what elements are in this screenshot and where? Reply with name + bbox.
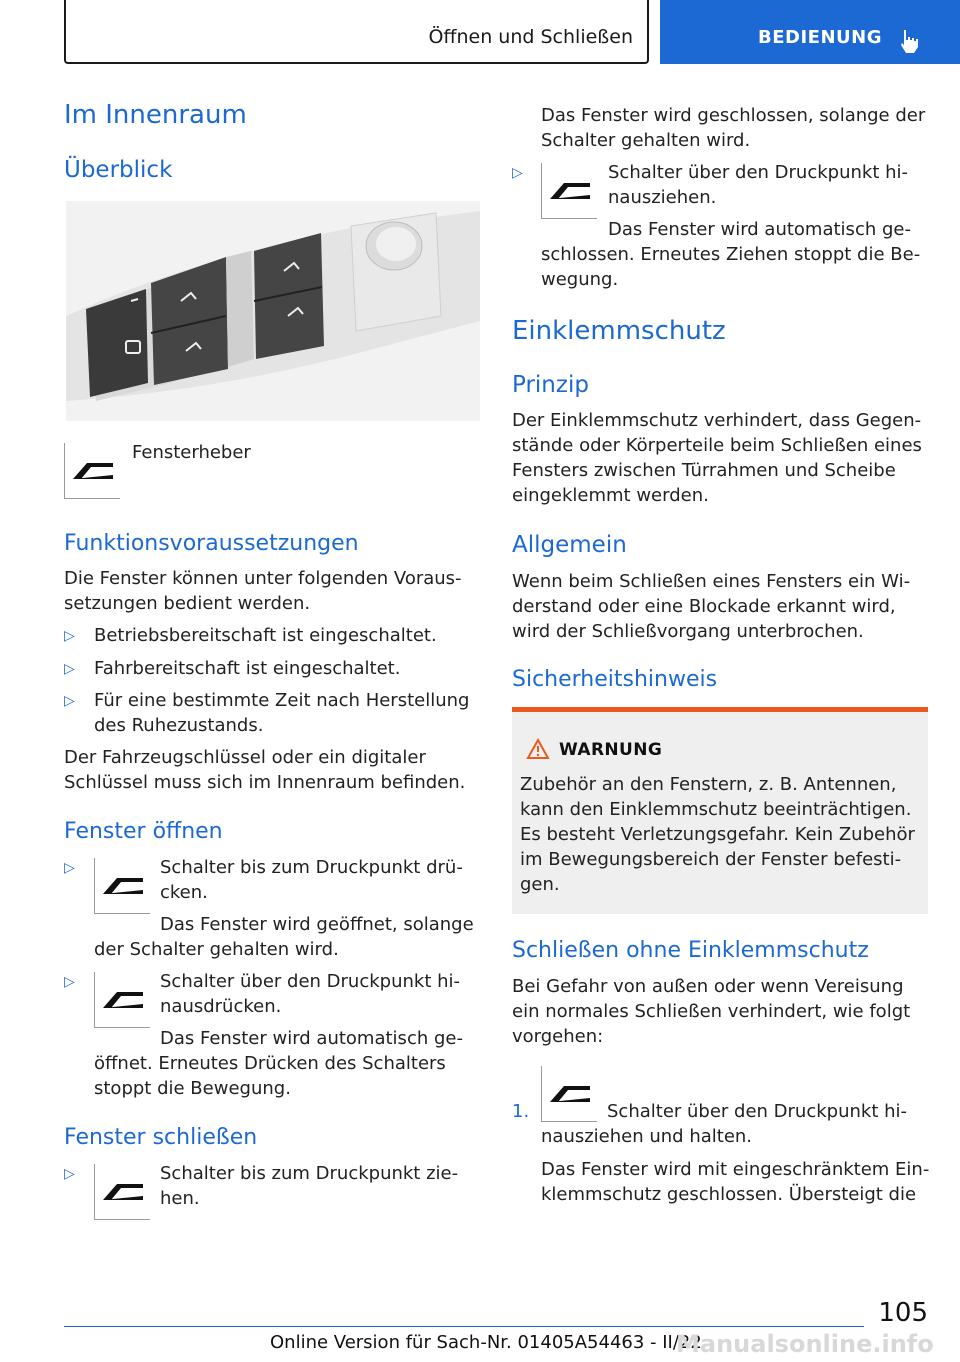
bullet-triangle-icon: ▷ <box>512 165 523 181</box>
close-1-line2: hen. <box>160 1188 200 1209</box>
window-switch-icon <box>541 1066 597 1122</box>
close-2-line2: nausziehen. <box>608 187 717 208</box>
overview-heading: Überblick <box>64 157 173 183</box>
close-1-line1: Schalter bis zum Druckpunkt zie- <box>160 1163 459 1184</box>
principle-text-1: Der Einklemmschutz verhindert, dass Gegen- <box>512 410 922 431</box>
principle-text-4: eingeklemmt werden. <box>512 485 709 506</box>
open-1-result2: der Schalter gehalten wird. <box>94 939 339 960</box>
step1-result1: Das Fenster wird mit eingeschränktem Ein- <box>541 1159 930 1180</box>
window-switch-icon <box>94 858 150 914</box>
bullet-triangle-icon: ▷ <box>64 860 75 876</box>
general-text-1: Wenn beim Schließen eines Fensters ein Wi- <box>512 571 911 592</box>
watermark: Manualsonline.info <box>676 1330 934 1358</box>
safety-heading: Sicherheitshinweis <box>512 667 718 692</box>
principle-text-2: stände oder Körperteile beim Schließen eines <box>512 435 922 456</box>
window-switch-icon <box>94 972 150 1028</box>
close-cont-1: Das Fenster wird geschlossen, solange der <box>541 105 926 126</box>
warning-text-5: gen. <box>520 874 560 895</box>
bullet-triangle-icon: ▷ <box>64 974 75 990</box>
step-number: 1. <box>512 1101 530 1122</box>
header-section-tab <box>64 0 649 64</box>
bullet-triangle-icon: ▷ <box>64 1166 75 1182</box>
key-text-1: Der Fahrzeugschlüssel oder ein digitaler <box>64 747 426 768</box>
general-text-2: derstand oder eine Blockade erkannt wird, <box>512 596 896 617</box>
open-heading: Fenster öffnen <box>64 819 223 844</box>
close-cont-2: Schalter gehalten wird. <box>541 130 751 151</box>
func-text-1: Die Fenster können unter folgenden Voraus- <box>64 568 462 589</box>
warning-text-4: im Bewegungsbereich der Fenster befesti- <box>520 849 902 870</box>
step1-result2: klemmschutz geschlossen. Übersteigt die <box>541 1184 917 1205</box>
open-2-result1: Das Fenster wird automatisch ge- <box>160 1028 463 1049</box>
step1-line1: Schalter über den Druckpunkt hi- <box>607 1101 908 1122</box>
condition-2: Fahrbereitschaft ist eingeschaltet. <box>94 658 401 679</box>
open-1-result1: Das Fenster wird geöffnet, solange <box>160 914 474 935</box>
bullet-triangle-icon: ▷ <box>64 628 75 644</box>
close-2-line1: Schalter über den Druckpunkt hi- <box>608 162 909 183</box>
chapter-title: BEDIENUNG <box>758 27 882 48</box>
open-1-line1: Schalter bis zum Druckpunkt drü- <box>160 857 463 878</box>
footer-text: Online Version für Sach-Nr. 01405A54463 - II/22 <box>270 1332 702 1353</box>
condition-3-line2: des Ruhezustands. <box>94 715 264 736</box>
window-switch-icon <box>64 443 120 499</box>
bullet-triangle-icon: ▷ <box>64 693 75 709</box>
general-text-3: wird der Schließvorgang unterbrochen. <box>512 621 864 642</box>
header-chapter-tab <box>660 0 960 64</box>
nopinch-text-1: Bei Gefahr von außen oder wenn Vereisung <box>512 976 904 997</box>
warning-text-3: Es besteht Verletzungsgefahr. Kein Zubehör <box>520 824 915 845</box>
key-text-2: Schlüssel muss sich im Innenraum befinden. <box>64 772 466 793</box>
principle-text-3: Fensters zwischen Türrahmen und Scheibe <box>512 460 896 481</box>
close-2-result3: wegung. <box>541 269 619 290</box>
footer-divider <box>64 1326 864 1327</box>
step1-line2: nausziehen und halten. <box>541 1126 753 1147</box>
warning-triangle-icon <box>526 738 550 760</box>
pinch-heading: Einklemmschutz <box>512 316 726 346</box>
page-number: 105 <box>878 1298 928 1328</box>
general-heading: Allgemein <box>512 532 627 558</box>
hand-pointer-icon <box>896 28 922 54</box>
open-2-line1: Schalter über den Druckpunkt hi- <box>160 971 461 992</box>
window-switch-icon <box>94 1164 150 1220</box>
window-switch-photo <box>66 201 480 421</box>
warning-title: WARNUNG <box>559 740 663 760</box>
condition-3-line1: Für eine bestimmte Zeit nach Herstellung <box>94 690 470 711</box>
warning-text-2: kann den Einklemmschutz beeinträchtigen. <box>520 799 912 820</box>
close-2-result2: schlossen. Erneutes Ziehen stoppt die Be- <box>541 244 921 265</box>
bullet-triangle-icon: ▷ <box>64 661 75 677</box>
main-heading: Im Innenraum <box>64 100 247 130</box>
open-2-result3: stoppt die Bewegung. <box>94 1078 291 1099</box>
condition-1: Betriebsbereitschaft ist eingeschaltet. <box>94 625 437 646</box>
open-2-result2: öffnet. Erneutes Drücken des Schalters <box>94 1053 446 1074</box>
open-2-line2: nausdrücken. <box>160 996 282 1017</box>
close-2-result1: Das Fenster wird automatisch ge- <box>608 219 911 240</box>
warning-text-1: Zubehör an den Fenstern, z. B. Antennen, <box>520 774 897 795</box>
close-heading: Fenster schließen <box>64 1125 258 1150</box>
nopinch-text-2: ein normales Schließen verhindert, wie folgt <box>512 1001 911 1022</box>
func-text-2: setzungen bedient werden. <box>64 593 311 614</box>
principle-heading: Prinzip <box>512 372 589 398</box>
nopinch-text-3: vorgehen: <box>512 1026 604 1047</box>
section-title: Öffnen und Schließen <box>428 26 633 48</box>
warning-box <box>512 707 928 914</box>
window-switch-icon <box>541 163 597 219</box>
image-caption: Fensterheber <box>132 442 251 463</box>
nopinch-heading: Schließen ohne Einklemmschutz <box>512 938 869 963</box>
open-1-line2: cken. <box>160 882 208 903</box>
func-heading: Funktionsvoraussetzungen <box>64 531 359 556</box>
